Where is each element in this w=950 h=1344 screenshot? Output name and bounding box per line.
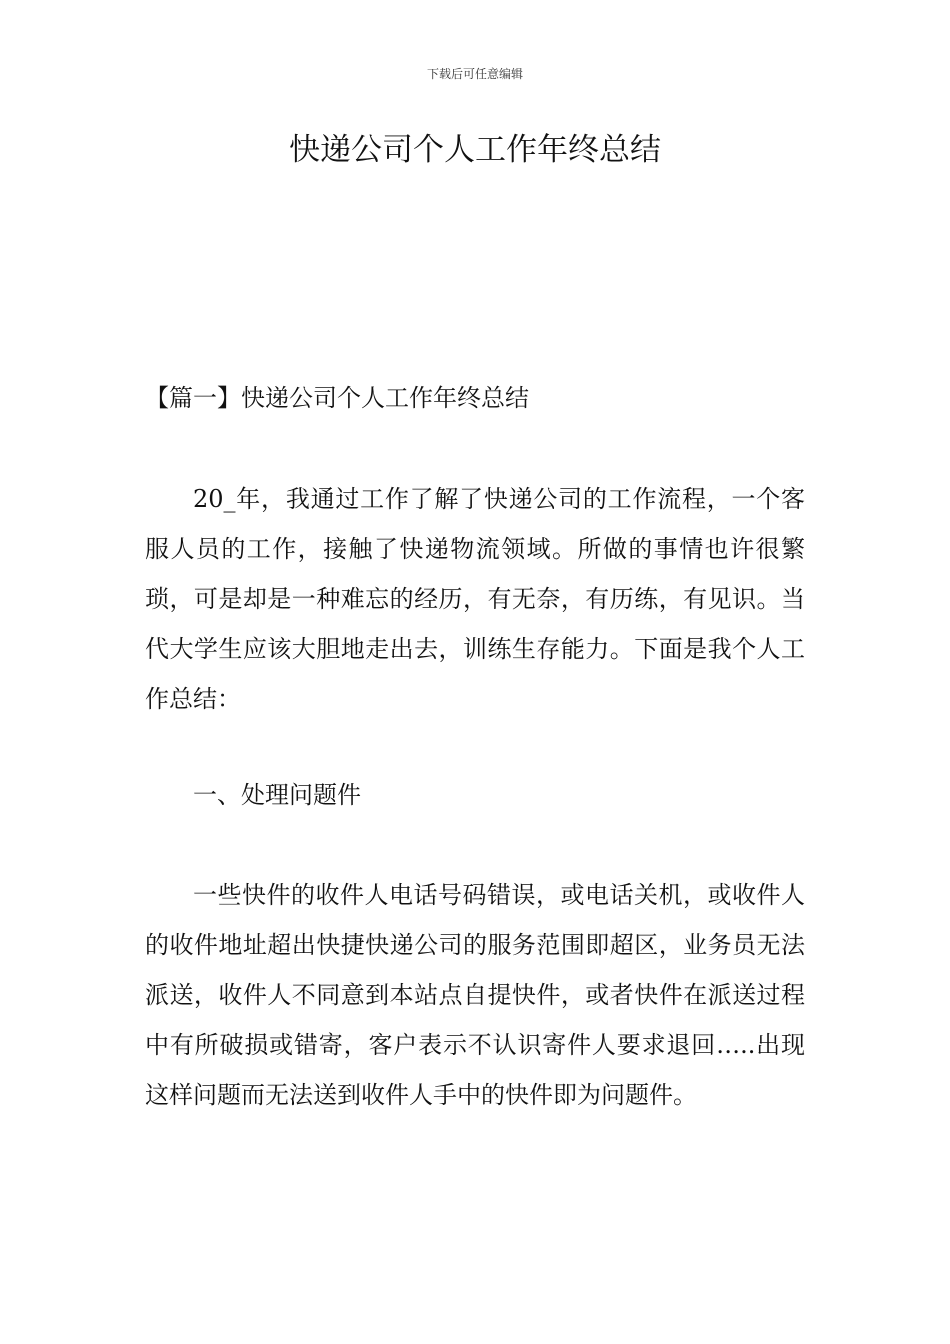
paragraph-problem-items: 一些快件的收件人电话号码错误，或电话关机，或收件人的收件地址超出快捷快递公司的服务范围即超区，业务员无法派送，收件人不同意到本站点自提快件，或者快件在派送过程中有所破损或错寄，客户表示不认识寄件人要求退回…..出现这样问题而无法送到收件人手中的快件即为问题件。: [145, 881, 805, 1109]
header-note: 下载后可任意编辑: [426, 67, 523, 81]
section-title: 【篇一】快递公司个人工作年终总结: [145, 384, 529, 412]
document-title: 快递公司个人工作年终总结: [289, 132, 661, 168]
subheading-problem-items: 一、处理问题件: [193, 781, 361, 809]
paragraph-intro: 20_年，我通过工作了解了快递公司的工作流程，一个客服人员的工作，接触了快递物流领域。所做的事情也许很繁琐，可是却是一种难忘的经历，有无奈，有历练，有见识。当代大学生应该大胆地走出去，训练生存能力。下面是我个人工作总结：: [145, 485, 805, 713]
